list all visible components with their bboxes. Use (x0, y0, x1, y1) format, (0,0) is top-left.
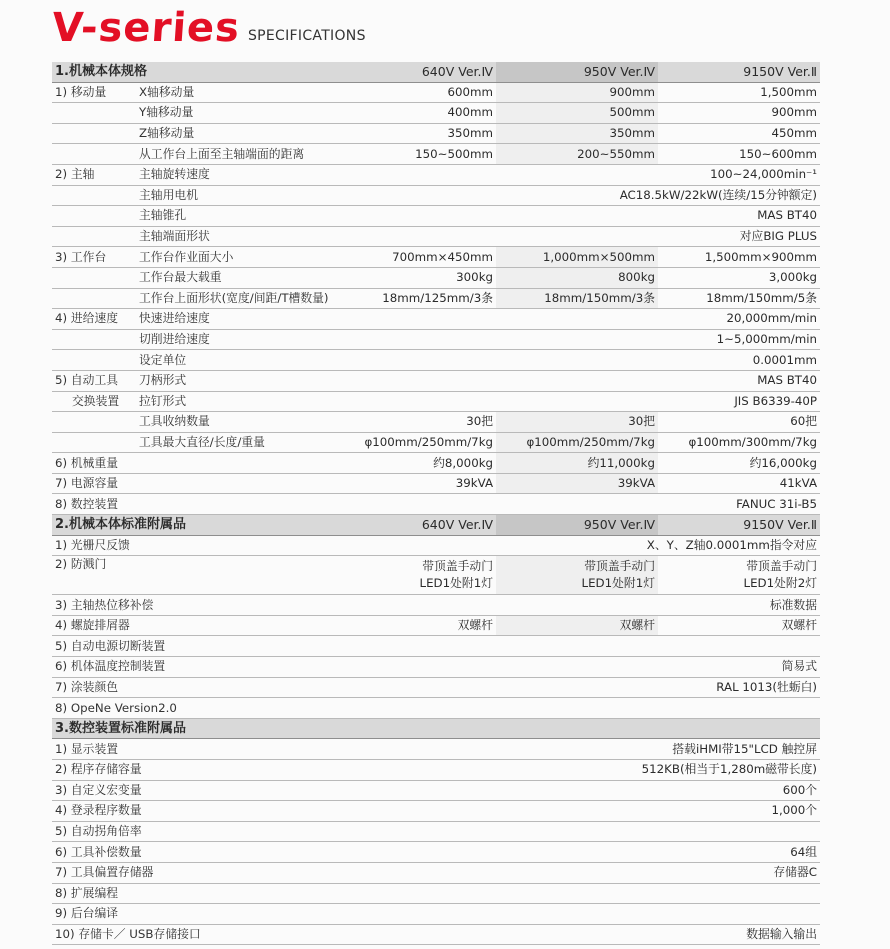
cell-all: 1,000个 (360, 801, 820, 822)
cell-all: X、Y、Z轴0.0001mm指令对应 (360, 535, 820, 556)
row-category: 交换装置 (52, 391, 136, 412)
cell-all: 简易式 (360, 657, 820, 678)
table-row (52, 288, 820, 309)
table-row (52, 780, 820, 801)
row-category: 10) 存储卡／ USB存储接口 (52, 924, 360, 945)
cell-950v (496, 556, 658, 595)
cell-950v: 18mm/150mm/3条 (496, 288, 658, 309)
table-row (52, 636, 820, 657)
cell-640v: 39kVA (360, 473, 496, 494)
spec-table (52, 62, 820, 945)
table-row (52, 123, 820, 144)
table-row (52, 82, 820, 103)
cell-950v: 双螺杆 (496, 615, 658, 636)
table-row (52, 473, 820, 494)
row-item: Z轴移动量 (136, 123, 360, 144)
row-item: 工作台最大载重 (136, 267, 360, 288)
cell-640v: 约8,000kg (360, 453, 496, 474)
table-row (52, 185, 820, 206)
row-category: 5) 自动拐角倍率 (52, 821, 360, 842)
cell-9150v: 900mm (658, 103, 820, 124)
cell-640v: 300kg (360, 267, 496, 288)
table-row (52, 535, 820, 556)
cell-950v: φ100mm/250mm/7kg (496, 432, 658, 453)
row-item: X轴移动量 (136, 82, 360, 103)
cell-9150v: 450mm (658, 123, 820, 144)
row-item: 拉钉形式 (136, 391, 360, 412)
table-row (52, 350, 820, 371)
cell-950v: 900mm (496, 82, 658, 103)
cell-640v: 18mm/125mm/3条 (360, 288, 496, 309)
cell-all: JIS B6339-40P (360, 391, 820, 412)
cell-all: MAS BT40 (360, 206, 820, 227)
col-header-640v: 640V Ver.Ⅳ (360, 515, 496, 536)
cell-line: 带顶盖手动门 (422, 559, 494, 574)
row-category: 5) 自动电源切断装置 (52, 636, 360, 657)
row-category: 8) 扩展编程 (52, 883, 360, 904)
cell-9150v: φ100mm/300mm/7kg (658, 432, 820, 453)
col-header-950v: 950V Ver.Ⅳ (496, 62, 658, 82)
section-title: 2.机械本体标准附属品 (52, 515, 360, 536)
cell-line: LED1处附1灯 (581, 576, 656, 591)
row-item: 设定单位 (136, 350, 360, 371)
row-item: 主轴用电机 (136, 185, 360, 206)
table-row (52, 801, 820, 822)
row-category: 2) 程序存储容量 (52, 760, 360, 781)
row-item: 刀柄形式 (136, 370, 360, 391)
row-category: 2) 防溅门 (52, 556, 360, 595)
cell-line: 带顶盖手动门 (746, 559, 818, 574)
cell-640v: 700mm×450mm (360, 247, 496, 268)
table-row (52, 412, 820, 433)
row-category: 1) 显示装置 (52, 739, 360, 760)
cell-all: 512KB(相当于1,280m磁带长度) (360, 760, 820, 781)
table-row (52, 494, 820, 515)
specifications-subtitle: SPECIFICATIONS (247, 28, 366, 44)
cell-640v: φ100mm/250mm/7kg (360, 432, 496, 453)
row-item: 从工作台上面至主轴端面的距离 (136, 144, 360, 165)
row-category: 3) 工作台 (52, 247, 136, 268)
row-category: 4) 螺旋排屑器 (52, 615, 360, 636)
row-item: 工具收纳数量 (136, 412, 360, 433)
table-row (52, 760, 820, 781)
cell-all: 对应BIG PLUS (360, 226, 820, 247)
table-row (52, 226, 820, 247)
cell-9150v (658, 556, 820, 595)
cell-9150v: 18mm/150mm/5条 (658, 288, 820, 309)
table-row (52, 677, 820, 698)
row-item: 工作台作业面大小 (136, 247, 360, 268)
cell-950v: 800kg (496, 267, 658, 288)
table-row (52, 739, 820, 760)
cell-9150v: 1,500mm (658, 82, 820, 103)
table-row (52, 453, 820, 474)
table-row (52, 164, 820, 185)
cell-all: 0.0001mm (360, 350, 820, 371)
table-row (52, 329, 820, 350)
cell-line: LED1处附1灯 (419, 576, 494, 591)
table-row (52, 432, 820, 453)
row-category: 5) 自动工具 (52, 370, 136, 391)
table-row (52, 206, 820, 227)
cell-all: MAS BT40 (360, 370, 820, 391)
section-header-1 (52, 62, 820, 82)
cell-line: LED1处附2灯 (743, 576, 818, 591)
row-item: 主轴锥孔 (136, 206, 360, 227)
table-row (52, 144, 820, 165)
v-series-logo: V-series (50, 5, 242, 51)
cell-950v: 30把 (496, 412, 658, 433)
cell-640v: 350mm (360, 123, 496, 144)
table-row (52, 924, 820, 945)
table-row (52, 595, 820, 616)
cell-all: RAL 1013(牡蛎白) (360, 677, 820, 698)
cell-640v: 30把 (360, 412, 496, 433)
cell-950v: 39kVA (496, 473, 658, 494)
cell-all: FANUC 31i-B5 (360, 494, 820, 515)
table-row (52, 657, 820, 678)
table-row (52, 862, 820, 883)
row-category: 6) 机体温度控制装置 (52, 657, 360, 678)
table-row (52, 556, 820, 595)
row-category: 8) OpeNe Version2.0 (52, 698, 360, 719)
page-title (50, 4, 366, 51)
table-row (52, 842, 820, 863)
row-category: 1) 光栅尺反馈 (52, 535, 360, 556)
table-row (52, 103, 820, 124)
table-row (52, 247, 820, 268)
cell-640v (360, 556, 496, 595)
row-category: 4) 登录程序数量 (52, 801, 360, 822)
table-row (52, 698, 820, 719)
row-item: Y轴移动量 (136, 103, 360, 124)
row-category: 2) 主轴 (52, 164, 136, 185)
row-category: 6) 机械重量 (52, 453, 360, 474)
table-row (52, 883, 820, 904)
row-category: 3) 自定义宏变量 (52, 780, 360, 801)
table-row (52, 309, 820, 330)
cell-9150v: 3,000kg (658, 267, 820, 288)
section-title: 1.机械本体规格 (52, 62, 360, 82)
cell-640v: 600mm (360, 82, 496, 103)
cell-950v: 1,000mm×500mm (496, 247, 658, 268)
cell-all: AC18.5kW/22kW(连续/15分钟额定) (360, 185, 820, 206)
row-category: 7) 电源容量 (52, 473, 360, 494)
table-row (52, 821, 820, 842)
row-category: 1) 移动量 (52, 82, 136, 103)
cell-640v: 双螺杆 (360, 615, 496, 636)
row-category: 4) 进给速度 (52, 309, 136, 330)
cell-950v: 200~550mm (496, 144, 658, 165)
cell-all: 1~5,000mm/min (360, 329, 820, 350)
cell-all: 存储器C (360, 862, 820, 883)
table-row (52, 391, 820, 412)
cell-9150v: 1,500mm×900mm (658, 247, 820, 268)
cell-all: 标准数据 (360, 595, 820, 616)
cell-9150v: 150~600mm (658, 144, 820, 165)
table-row (52, 615, 820, 636)
cell-9150v: 41kVA (658, 473, 820, 494)
cell-950v: 500mm (496, 103, 658, 124)
row-category: 3) 主轴热位移补偿 (52, 595, 360, 616)
cell-9150v: 60把 (658, 412, 820, 433)
section-header-3 (52, 718, 820, 739)
row-item: 工作台上面形状(宽度/间距/T槽数量) (136, 288, 360, 309)
cell-all: 搭载iHMI带15"LCD 触控屏 (360, 739, 820, 760)
cell-all: 20,000mm/min (360, 309, 820, 330)
row-category: 7) 涂装颜色 (52, 677, 360, 698)
col-header-640v: 640V Ver.Ⅳ (360, 62, 496, 82)
row-item: 主轴旋转速度 (136, 164, 360, 185)
col-header-9150v: 9150V Ver.Ⅱ (658, 62, 820, 82)
row-item: 快速进给速度 (136, 309, 360, 330)
cell-950v: 350mm (496, 123, 658, 144)
cell-9150v: 双螺杆 (658, 615, 820, 636)
col-header-9150v: 9150V Ver.Ⅱ (658, 515, 820, 536)
table-row (52, 267, 820, 288)
row-category: 9) 后台编译 (52, 904, 360, 925)
row-category: 8) 数控装置 (52, 494, 360, 515)
section-title: 3.数控装置标准附属品 (52, 718, 820, 739)
cell-9150v: 约16,000kg (658, 453, 820, 474)
cell-all: 600个 (360, 780, 820, 801)
table-row (52, 904, 820, 925)
cell-all: 100~24,000min⁻¹ (360, 164, 820, 185)
row-category: 6) 工具补偿数量 (52, 842, 360, 863)
cell-640v: 400mm (360, 103, 496, 124)
row-item: 切削进给速度 (136, 329, 360, 350)
cell-all: 64组 (360, 842, 820, 863)
cell-line: 带顶盖手动门 (584, 559, 656, 574)
section-header-2 (52, 515, 820, 536)
row-category: 7) 工具偏置存储器 (52, 862, 360, 883)
cell-all: 数据输入输出 (360, 924, 820, 945)
cell-950v: 约11,000kg (496, 453, 658, 474)
table-row (52, 370, 820, 391)
col-header-950v: 950V Ver.Ⅳ (496, 515, 658, 536)
row-item: 工具最大直径/长度/重量 (136, 432, 360, 453)
row-item: 主轴端面形状 (136, 226, 360, 247)
cell-640v: 150~500mm (360, 144, 496, 165)
